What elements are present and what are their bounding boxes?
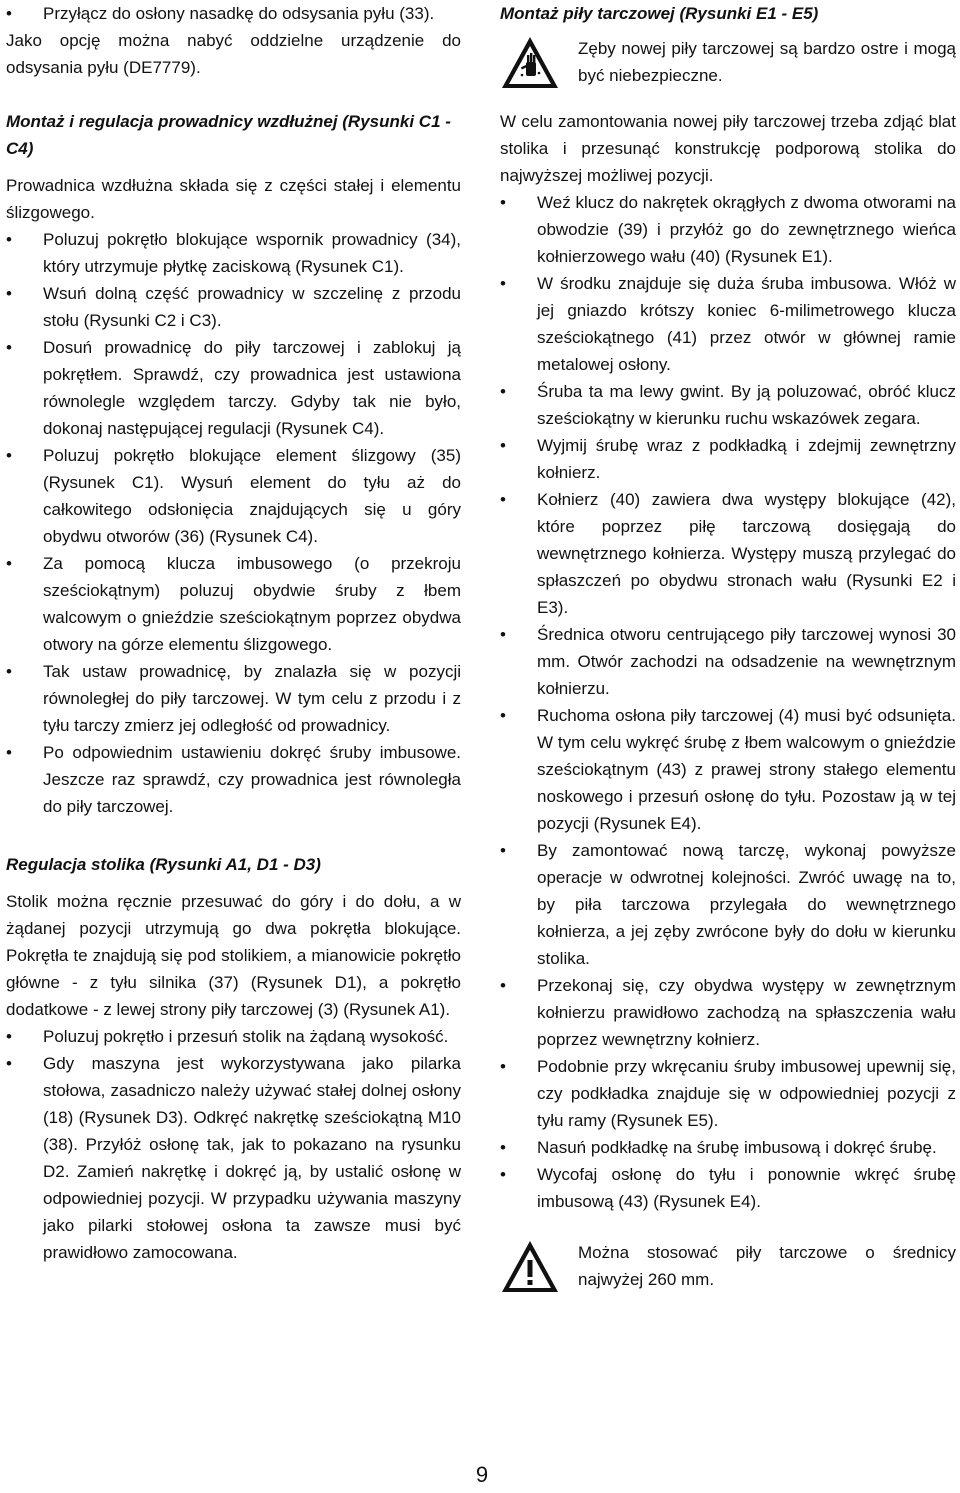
section-heading-fence: Montaż i regulacja prowadnicy wzdłużnej (Rysunki C1 - C4) bbox=[6, 112, 451, 158]
warning-block bbox=[500, 1239, 956, 1295]
warning-block bbox=[500, 35, 956, 91]
list-item: • Poluzuj pokrętło blokujące element ślizgowy (35) (Rysunek C1). Wysuń element do tyłu aż do całkowitego odsłonięcia znajdujących się u góry obydwu otworów (36) (Rysunek C4). bbox=[6, 442, 461, 550]
list-item: • Kołnierz (40) zawiera dwa występy blokujące (42), które poprzez piłę tarczową dosięgają do wewnętrznego kołnierza. Występy muszą przylegać do spłaszczeń po obydwu stronach wału (Rysunki E2 i E3). bbox=[500, 486, 956, 621]
list-item: • Za pomocą klucza imbusowego (o przekroju sześciokątnym) poluzuj obydwie śruby z łbem walcowym o gnieździe sześciokątnym poprzez obydwa otwory na górze elementu ślizgowego. bbox=[6, 550, 461, 658]
list-item: • Przekonaj się, czy obydwa występy w zewnętrznym kołnierzu prawidłowo zachodzą na spłaszczenia wału poprzez wewnętrzny kołnierz. bbox=[500, 972, 956, 1053]
left-column bbox=[6, 0, 461, 1266]
list-item: • Nasuń podkładkę na śrubę imbusową i dokręć śrubę. bbox=[500, 1134, 956, 1161]
intro-list bbox=[6, 0, 461, 27]
fence-steps-list bbox=[6, 226, 461, 820]
list-item: • Ruchoma osłona piły tarczowej (4) musi być odsunięta. W tym celu wykręć śrubę z łbem walcowym o gnieździe sześciokątnym (43) z prawej strony stałego elementu noskowego i przesuń osłonę do tyłu. Pozostaw ją w tej pozycji (Rysunek E4). bbox=[500, 702, 956, 837]
list-item: • Weź klucz do nakrętek okrągłych z dwoma otworami na obwodzie (39) i przyłóż go do zewnętrznego wieńca kołnierzowego wału (40) (Rysunek E1). bbox=[500, 189, 956, 270]
section-heading-table: Regulacja stolika (Rysunki A1, D1 - D3) bbox=[6, 855, 321, 874]
warning-text: Można stosować piły tarczowe o średnicy najwyżej 260 mm. bbox=[578, 1243, 956, 1289]
page-number: 9 bbox=[475, 1462, 489, 1487]
table-steps-list bbox=[6, 1023, 461, 1266]
intro-paragraph: Jako opcję można nabyć oddzielne urządzenie do odsysania pyłu (DE7779). bbox=[6, 31, 461, 77]
list-item: • Wyjmij śrubę wraz z podkładką i zdejmij zewnętrzny kołnierz. bbox=[500, 432, 956, 486]
section-paragraph: W celu zamontowania nowej piły tarczowej trzeba zdjąć blat stolika i przesunąć konstrukcję podporową stolika do najwyższej możliwej pozycji. bbox=[500, 112, 956, 185]
section-paragraph: Prowadnica wzdłużna składa się z części stałej i elementu ślizgowego. bbox=[6, 176, 461, 222]
list-item: • W środku znajduje się duża śruba imbusowa. Włóż w jej gniazdo krótszy koniec 6-milimetrowego klucza sześciokątnego (41) przez otwór w głównej ramie metalowej osłony. bbox=[500, 270, 956, 378]
blade-steps-list bbox=[500, 189, 956, 1215]
list-item: • By zamontować nową tarczę, wykonaj powyższe operacje w odwrotnej kolejności. Zwróć uwagę na to, by piła tarczowa przylegała do wewnętrznego kołnierza, a jej zęby zwrócone były do dołu w kierunku stolika. bbox=[500, 837, 956, 972]
list-item: • Dosuń prowadnicę do piły tarczowej i zablokuj ją pokrętłem. Sprawdź, czy prowadnica jest ustawiona równolegle względem tarczy. Gdyby tak nie było, dokonaj następującej regulacji (Rysunek C4). bbox=[6, 334, 461, 442]
right-column bbox=[500, 0, 956, 1295]
list-item: • Śruba ta ma lewy gwint. By ją poluzować, obróć klucz sześciokątny w kierunku ruchu wskazówek zegara. bbox=[500, 378, 956, 432]
list-item: • Tak ustaw prowadnicę, by znalazła się w pozycji równoległej do piły tarczowej. W tym celu z przodu i z tyłu tarczy zmierz jej odległość od prowadnicy. bbox=[6, 658, 461, 739]
list-item: • Po odpowiednim ustawieniu dokręć śruby imbusowe. Jeszcze raz sprawdź, czy prowadnica jest równoległa do piły tarczowej. bbox=[6, 739, 461, 820]
list-item: • Średnica otworu centrującego piły tarczowej wynosi 30 mm. Otwór zachodzi na odsadzenie na wewnętrznym kołnierzu. bbox=[500, 621, 956, 702]
list-item: • Poluzuj pokrętło blokujące wspornik prowadnicy (34), który utrzymuje płytkę zaciskową (Rysunek C1). bbox=[6, 226, 461, 280]
list-item: • Wycofaj osłonę do tyłu i ponownie wkręć śrubę imbusową (43) (Rysunek E4). bbox=[500, 1161, 956, 1215]
hand-injury-warning-icon bbox=[500, 35, 560, 91]
list-item: • Gdy maszyna jest wykorzystywana jako pilarka stołowa, zasadniczo należy używać stałej dolnej osłony (18) (Rysunek D3). Odkręć nakrętkę sześciokątną M10 (38). Przyłóż osłonę tak, jak to pokazano na rysunku D2. Zamień nakrętkę i dokręć ją, by ustalić osłonę w odpowiedniej pozycji. W przypadku używania maszyny jako pilarki stołowej osłona ta zawsze musi być prawidłowo zamocowana. bbox=[6, 1050, 461, 1266]
list-item: • Podobnie przy wkręcaniu śruby imbusowej upewnij się, czy podkładka znajduje się w odpowiedniej pozycji z tyłu ramy (Rysunek E5). bbox=[500, 1053, 956, 1134]
list-item: • Przyłącz do osłony nasadkę do odsysania pyłu (33). bbox=[6, 0, 461, 27]
list-item: • Poluzuj pokrętło i przesuń stolik na żądaną wysokość. bbox=[6, 1023, 461, 1050]
section-paragraph: Stolik można ręcznie przesuwać do góry i do dołu, a w żądanej pozycji utrzymują go dwa pokrętła blokujące. Pokrętła te znajdują się pod stolikiem, a mianowicie pokrętło główne - z tyłu silnika (37) (Rysunek D1), a pokrętło dodatkowe - z lewej strony piły tarczowej (3) (Rysunek A1). bbox=[6, 892, 461, 1019]
exclamation-warning-icon bbox=[500, 1239, 560, 1295]
section-heading-blade: Montaż piły tarczowej (Rysunki E1 - E5) bbox=[500, 4, 819, 23]
warning-text: Zęby nowej piły tarczowej są bardzo ostre i mogą być niebezpieczne. bbox=[578, 39, 956, 85]
list-item: • Wsuń dolną część prowadnicy w szczelinę z przodu stołu (Rysunki C2 i C3). bbox=[6, 280, 461, 334]
